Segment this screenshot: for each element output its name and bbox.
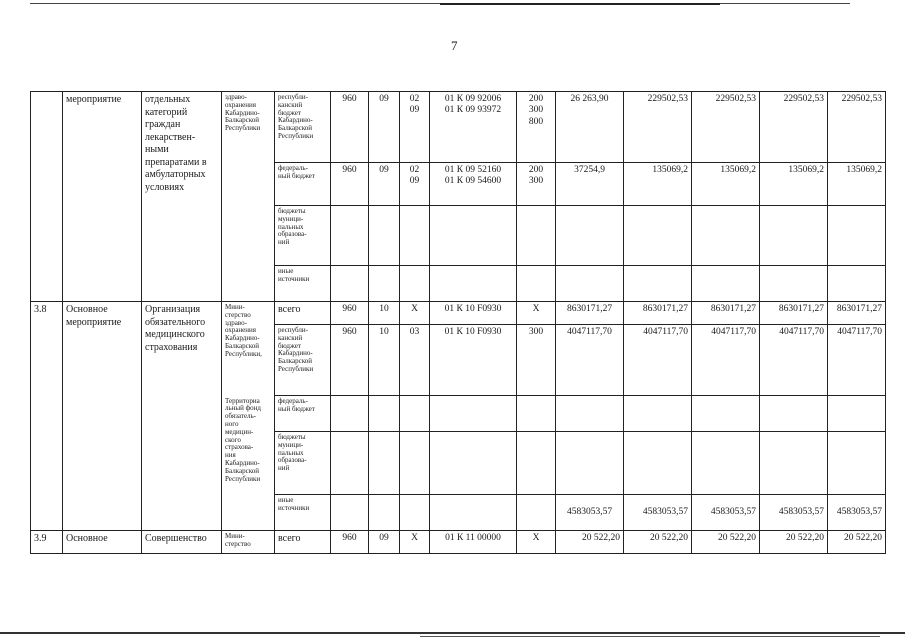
source-cell: федераль- ный бюджет <box>275 163 331 206</box>
empty-cell <box>556 266 624 302</box>
empty-cell <box>331 266 369 302</box>
empty-cell <box>828 206 886 266</box>
empty-cell <box>517 432 556 495</box>
vr-cell: X <box>517 531 556 554</box>
value-cell-5: 4583053,57 <box>828 495 886 531</box>
empty-cell <box>556 432 624 495</box>
rz-cell: 09 <box>369 531 400 554</box>
empty-cell <box>400 396 430 432</box>
value-cell-5: 20 522,20 <box>828 531 886 554</box>
empty-cell <box>517 396 556 432</box>
csr-cell: 01 К 10 F0930 <box>430 302 517 325</box>
empty-cell <box>760 206 828 266</box>
measure-name-cell: Организация обязательного медицинского страхования <box>142 302 222 531</box>
executor-cell: здраво- охранения Кабардино- Балкарской Республики <box>222 92 275 302</box>
table-row <box>31 302 886 325</box>
row-number-cell: 3.8 <box>31 302 63 531</box>
source-cell: бюджеты муници- пальных образова- ний <box>275 432 331 495</box>
source-cell: всего <box>275 531 331 554</box>
value-cell-4: 4583053,57 <box>760 495 828 531</box>
empty-cell <box>369 396 400 432</box>
empty-cell <box>331 432 369 495</box>
empty-cell <box>692 396 760 432</box>
source-cell: всего <box>275 302 331 325</box>
pr-cell: 03 <box>400 325 430 396</box>
value-cell-1: 26 263,90 <box>556 92 624 163</box>
value-cell-2: 20 522,20 <box>624 531 692 554</box>
executor-cell: Мини- стерство здраво- охранения Кабардино- Балкарской Республики, <box>222 302 275 396</box>
value-cell-2: 4047117,70 <box>624 325 692 396</box>
value-cell-5: 4047117,70 <box>828 325 886 396</box>
vr-cell: 200 300 <box>517 163 556 206</box>
empty-cell <box>369 266 400 302</box>
empty-cell <box>517 206 556 266</box>
value-cell-1: 8630171,27 <box>556 302 624 325</box>
empty-cell <box>760 432 828 495</box>
empty-cell <box>624 266 692 302</box>
value-cell-5: 135069,2 <box>828 163 886 206</box>
value-cell-3: 8630171,27 <box>692 302 760 325</box>
vr-cell: 300 <box>517 325 556 396</box>
grbs-cell: 960 <box>331 302 369 325</box>
empty-cell <box>828 266 886 302</box>
rz-cell: 09 <box>369 92 400 163</box>
value-cell-4: 4047117,70 <box>760 325 828 396</box>
empty-cell <box>692 206 760 266</box>
value-cell-5: 8630171,27 <box>828 302 886 325</box>
empty-cell <box>331 495 369 531</box>
executor-cell: Мини- стерство <box>222 531 275 554</box>
empty-cell <box>556 206 624 266</box>
value-cell-3: 135069,2 <box>692 163 760 206</box>
empty-cell <box>430 266 517 302</box>
grbs-cell: 960 <box>331 531 369 554</box>
value-cell-3: 229502,53 <box>692 92 760 163</box>
rz-cell: 10 <box>369 325 400 396</box>
source-cell: республи- канский бюджет Кабардино- Балкарской Республики <box>275 92 331 163</box>
empty-cell <box>760 266 828 302</box>
source-cell: иные источники <box>275 266 331 302</box>
empty-cell <box>400 266 430 302</box>
grbs-cell: 960 <box>331 163 369 206</box>
value-cell-4: 8630171,27 <box>760 302 828 325</box>
value-cell-4: 229502,53 <box>760 92 828 163</box>
status-cell: Основное мероприятие <box>63 302 142 531</box>
row-number-cell <box>31 92 63 302</box>
row-number-cell: 3.9 <box>31 531 63 554</box>
value-cell-3: 4583053,57 <box>692 495 760 531</box>
value-cell-2: 135069,2 <box>624 163 692 206</box>
vr-cell: X <box>517 302 556 325</box>
source-cell: федераль- ный бюджет <box>275 396 331 432</box>
empty-cell <box>624 432 692 495</box>
status-cell: Основное <box>63 531 142 554</box>
table-row <box>31 92 886 163</box>
table-row <box>31 531 886 554</box>
top-rule-thick <box>440 3 720 5</box>
empty-cell <box>517 266 556 302</box>
value-cell-3: 4047117,70 <box>692 325 760 396</box>
empty-cell <box>828 432 886 495</box>
empty-cell <box>400 432 430 495</box>
pr-cell: X <box>400 531 430 554</box>
bottom-rule-thin <box>420 636 880 637</box>
empty-cell <box>828 396 886 432</box>
budget-table <box>30 91 886 554</box>
measure-name-cell: Совершенство <box>142 531 222 554</box>
csr-cell: 01 К 09 52160 01 К 09 54600 <box>430 163 517 206</box>
value-cell-4: 135069,2 <box>760 163 828 206</box>
empty-cell <box>624 396 692 432</box>
pr-cell: 02 09 <box>400 163 430 206</box>
rz-cell: 09 <box>369 163 400 206</box>
empty-cell <box>760 396 828 432</box>
empty-cell <box>331 396 369 432</box>
empty-cell <box>517 495 556 531</box>
value-cell-5: 229502,53 <box>828 92 886 163</box>
grbs-cell: 960 <box>331 325 369 396</box>
value-cell-1: 20 522,20 <box>556 531 624 554</box>
bottom-rule <box>0 632 905 634</box>
value-cell-1: 4583053,57 <box>556 495 624 531</box>
value-cell-1: 37254,9 <box>556 163 624 206</box>
empty-cell <box>430 396 517 432</box>
csr-cell: 01 К 09 92006 01 К 09 93972 <box>430 92 517 163</box>
csr-cell: 01 К 10 F0930 <box>430 325 517 396</box>
empty-cell <box>369 495 400 531</box>
value-cell-2: 229502,53 <box>624 92 692 163</box>
empty-cell <box>369 432 400 495</box>
csr-cell: 01 К 11 00000 <box>430 531 517 554</box>
measure-name-cell: отдельных категорий граждан лекарствен- ными препаратами в амбулаторных условиях <box>142 92 222 302</box>
rz-cell: 10 <box>369 302 400 325</box>
empty-cell <box>430 432 517 495</box>
pr-cell: 02 09 <box>400 92 430 163</box>
empty-cell <box>692 432 760 495</box>
source-cell: иные источники <box>275 495 331 531</box>
empty-cell <box>369 206 400 266</box>
executor-cell: Территориа льный фонд обязатель- ного медицин- ского страхова- ния Кабардино- Балкарской Республики <box>222 396 275 531</box>
value-cell-3: 20 522,20 <box>692 531 760 554</box>
empty-cell <box>692 266 760 302</box>
value-cell-1: 4047117,70 <box>556 325 624 396</box>
value-cell-2: 4583053,57 <box>624 495 692 531</box>
vr-cell: 200 300 800 <box>517 92 556 163</box>
empty-cell <box>400 206 430 266</box>
page-number: 7 <box>451 38 458 53</box>
value-cell-4: 20 522,20 <box>760 531 828 554</box>
status-cell: мероприятие <box>63 92 142 302</box>
pr-cell: X <box>400 302 430 325</box>
empty-cell <box>430 495 517 531</box>
empty-cell <box>430 206 517 266</box>
value-cell-2: 8630171,27 <box>624 302 692 325</box>
empty-cell <box>400 495 430 531</box>
empty-cell <box>331 206 369 266</box>
empty-cell <box>556 396 624 432</box>
source-cell: республи- канский бюджет Кабардино- Балкарской Республики <box>275 325 331 396</box>
grbs-cell: 960 <box>331 92 369 163</box>
source-cell: бюджеты муници- пальных образова- ний <box>275 206 331 266</box>
empty-cell <box>624 206 692 266</box>
